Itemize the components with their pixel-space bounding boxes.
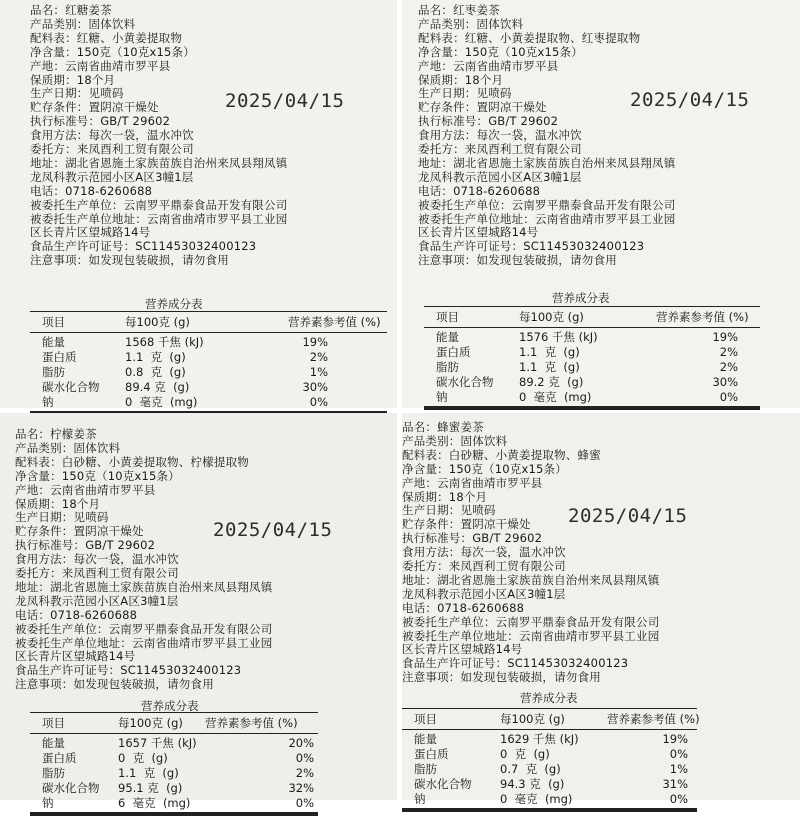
nutrition-amount: 95.1 克 (g) <box>118 781 183 795</box>
label-text-line: 注意事项：如发现包装破损，请勿食用 <box>402 670 601 685</box>
nutrition-item: 能量 <box>42 335 65 349</box>
nutrition-nrv: 2% <box>309 350 328 364</box>
label-text-line: 执行标准号：GB/T 29602 <box>402 531 543 546</box>
nutrition-nrv: 30% <box>302 380 328 394</box>
date-stamp: 2025/04/15 <box>225 90 345 112</box>
label-text-line: 区长青片区望城路14号 <box>15 649 136 664</box>
nutrition-item: 脂肪 <box>42 365 65 379</box>
nutrition-amount: 1.1 克 (g) <box>125 350 186 364</box>
nutrition-row <box>402 777 697 792</box>
nutrition-amount: 1657 千焦 (kJ) <box>118 736 197 750</box>
label-text-line: 产品类别：固体饮料 <box>418 16 524 31</box>
nutrition-row <box>30 350 387 365</box>
nutrition-item: 能量 <box>42 736 65 750</box>
nutrition-row <box>402 732 697 747</box>
nutrition-amount: 89.4 克 (g) <box>125 380 190 394</box>
nutrition-row <box>424 390 760 405</box>
date-stamp: 2025/04/15 <box>630 89 750 111</box>
nutrition-row <box>30 736 318 751</box>
label-text-line: 地址：湖北省恩施土家族苗族自治州来凤县翔凤镇 <box>418 155 676 170</box>
label-panel-red-date <box>402 0 800 408</box>
label-text-line: 委托方：来凤酉利工贸有限公司 <box>418 142 582 156</box>
nutrition-nrv: 2% <box>719 360 738 374</box>
nutrition-nrv: 0% <box>295 796 314 810</box>
label-text-line: 注意事项：如发现包装破损，请勿食用 <box>15 677 214 692</box>
label-text-line: 配料表：白砂糖、小黄姜提取物、柠檬提取物 <box>15 454 249 469</box>
nutrition-row <box>30 365 387 380</box>
label-text-line: 地址：湖北省恩施土家族苗族自治州来凤县翔凤镇 <box>15 579 273 594</box>
nutrition-header-cell: 营养素参考值 (%) <box>607 712 700 726</box>
nutrition-row <box>402 762 697 777</box>
label-text-line: 食品生产许可证号：SC11453032400123 <box>15 663 242 678</box>
nutrition-title: 营养成分表 <box>141 699 199 713</box>
label-text-line: 产地：云南省曲靖市罗平县 <box>15 482 156 497</box>
label-text-line: 食用方法：每次一袋，温水冲饮 <box>402 545 566 560</box>
nutrition-nrv: 31% <box>662 777 688 791</box>
nutrition-item: 钠 <box>436 390 448 404</box>
date-stamp: 2025/04/15 <box>568 505 688 527</box>
nutrition-row <box>424 345 760 360</box>
nutrition-header-cell: 每100克 (g) <box>519 310 584 324</box>
nutrition-amount: 1629 千焦 (kJ) <box>500 732 579 746</box>
label-text-line: 被委托生产单位：云南罗平鼎泰食品开发有限公司 <box>30 197 288 212</box>
label-text-line: 保质期：18个月 <box>30 72 116 87</box>
label-text-line: 品名：红糖姜茶 <box>30 3 112 17</box>
nutrition-row <box>424 360 760 375</box>
nutrition-amount: 0.8 克 (g) <box>125 365 186 379</box>
label-text-line: 执行标准号：GB/T 29602 <box>15 538 156 553</box>
label-text-line: 保质期：18个月 <box>418 72 504 87</box>
nutrition-table <box>30 311 387 415</box>
label-text-line: 产品类别：固体饮料 <box>402 433 508 448</box>
nutrition-header-cell: 项目 <box>414 712 437 726</box>
nutrition-amount: 0 毫克 (mg) <box>125 395 198 409</box>
nutrition-amount: 1568 千焦 (kJ) <box>125 335 204 349</box>
nutrition-amount: 94.3 克 (g) <box>500 777 565 791</box>
nutrition-header-cell: 营养素参考值 (%) <box>656 310 749 324</box>
nutrition-item: 脂肪 <box>414 762 437 776</box>
nutrition-amount: 1.1 克 (g) <box>519 360 580 374</box>
label-text-line: 委托方：来凤酉利工贸有限公司 <box>15 566 179 580</box>
nutrition-amount: 6 毫克 (mg) <box>118 796 191 810</box>
nutrition-header-cell: 每100克 (g) <box>118 716 183 730</box>
nutrition-amount: 0 克 (g) <box>118 751 168 765</box>
label-text-line: 食用方法：每次一袋，温水冲饮 <box>15 552 179 567</box>
label-text-line: 配料表：白砂糖、小黄姜提取物、蜂蜜 <box>402 447 601 462</box>
nutrition-item: 钠 <box>42 796 54 810</box>
label-text-line: 注意事项：如发现包装破损，请勿食用 <box>30 253 229 268</box>
nutrition-amount: 0.7 克 (g) <box>500 762 561 776</box>
label-text-line: 被委托生产单位：云南罗平鼎泰食品开发有限公司 <box>418 197 676 212</box>
nutrition-header-cell: 每100克 (g) <box>500 712 565 726</box>
nutrition-item: 脂肪 <box>436 360 459 374</box>
nutrition-item: 脂肪 <box>42 766 65 780</box>
label-text-line: 执行标准号：GB/T 29602 <box>418 114 559 129</box>
label-text-line: 被委托生产单位地址：云南省曲靖市罗平县工业园 <box>30 211 288 226</box>
nutrition-row <box>30 751 318 766</box>
nutrition-title: 营养成分表 <box>552 291 610 305</box>
nutrition-item: 碳水化合物 <box>414 777 472 791</box>
nutrition-amount: 0 毫克 (mg) <box>500 792 573 806</box>
label-text-line: 产地：云南省曲靖市罗平县 <box>30 58 171 73</box>
label-text-line: 龙凤科教示范园小区A区3幢1层 <box>418 169 582 184</box>
label-text-line: 品名：柠檬姜茶 <box>15 427 97 441</box>
label-text-line: 委托方：来凤酉利工贸有限公司 <box>402 559 566 573</box>
nutrition-item: 碳水化合物 <box>42 380 100 394</box>
nutrition-header-cell: 项目 <box>42 315 65 329</box>
nutrition-header-row <box>424 307 760 328</box>
nutrition-title: 营养成分表 <box>145 297 203 311</box>
label-text-line: 净含量：150克（10克x15条） <box>418 44 583 59</box>
nutrition-header-cell: 项目 <box>436 310 459 324</box>
nutrition-amount: 0 毫克 (mg) <box>519 390 592 404</box>
label-text-line: 龙凤科教示范园小区A区3幢1层 <box>15 593 179 608</box>
nutrition-title: 营养成分表 <box>520 691 578 705</box>
label-text-line: 贮存条件：置阴凉干燥处 <box>402 517 531 532</box>
nutrition-row <box>402 747 697 762</box>
label-text-line: 被委托生产单位：云南罗平鼎泰食品开发有限公司 <box>402 614 660 629</box>
label-text-line: 净含量：150克（10克x15条） <box>15 468 180 483</box>
date-stamp: 2025/04/15 <box>213 519 333 541</box>
nutrition-row <box>30 380 387 395</box>
nutrition-item: 能量 <box>414 732 437 746</box>
nutrition-nrv: 0% <box>295 751 314 765</box>
nutrition-nrv: 19% <box>302 335 328 349</box>
label-text-line: 电话：0718-6260688 <box>418 183 541 198</box>
nutrition-header-row <box>30 312 387 333</box>
label-text-line: 电话：0718-6260688 <box>402 600 525 615</box>
nutrition-nrv: 19% <box>662 732 688 746</box>
label-text-line: 生产日期：见喷码 <box>30 86 124 101</box>
nutrition-header-row <box>402 709 700 730</box>
label-text-line: 委托方：来凤酉利工贸有限公司 <box>30 142 194 156</box>
nutrition-header-cell: 营养素参考值 (%) <box>205 716 298 730</box>
label-text-line: 龙凤科教示范园小区A区3幢1层 <box>402 586 566 601</box>
label-text-line: 食用方法：每次一袋，温水冲饮 <box>418 128 582 143</box>
nutrition-item: 蛋白质 <box>42 751 77 765</box>
label-text-line: 品名：蜂蜜姜茶 <box>402 420 484 434</box>
label-text-line: 配料表：红糖、小黄姜提取物 <box>30 30 183 45</box>
label-panel-honey <box>402 413 800 806</box>
nutrition-nrv: 2% <box>295 766 314 780</box>
nutrition-nrv: 0% <box>669 792 688 806</box>
nutrition-amount: 89.2 克 (g) <box>519 375 584 389</box>
nutrition-row <box>424 375 760 390</box>
label-text-line: 生产日期：见喷码 <box>418 86 512 101</box>
label-text-line: 食品生产许可证号：SC11453032400123 <box>418 239 645 254</box>
nutrition-row <box>424 330 760 345</box>
label-text-line: 执行标准号：GB/T 29602 <box>30 114 171 129</box>
label-text-line: 被委托生产单位地址：云南省曲靖市罗平县工业园 <box>402 628 660 643</box>
nutrition-nrv: 0% <box>669 747 688 761</box>
label-text-line: 被委托生产单位地址：云南省曲靖市罗平县工业园 <box>15 635 273 650</box>
label-text-line: 贮存条件：置阴凉干燥处 <box>418 100 547 115</box>
label-text-line: 电话：0718-6260688 <box>30 183 153 198</box>
label-text-line: 食品生产许可证号：SC11453032400123 <box>402 656 629 671</box>
nutrition-nrv: 1% <box>669 762 688 776</box>
label-text-line: 生产日期：见喷码 <box>402 503 496 518</box>
label-text-line: 食品生产许可证号：SC11453032400123 <box>30 239 257 254</box>
label-text-line: 地址：湖北省恩施土家族苗族自治州来凤县翔凤镇 <box>30 155 288 170</box>
nutrition-nrv: 19% <box>712 330 738 344</box>
label-text-line: 区长青片区望城路14号 <box>30 225 151 240</box>
nutrition-row <box>30 796 318 811</box>
label-text-line: 保质期：18个月 <box>402 489 488 504</box>
nutrition-row <box>402 792 697 807</box>
label-text-line: 电话：0718-6260688 <box>15 607 138 622</box>
nutrition-nrv: 2% <box>719 345 738 359</box>
nutrition-item: 碳水化合物 <box>42 781 100 795</box>
label-text-line: 保质期：18个月 <box>15 496 101 511</box>
nutrition-nrv: 32% <box>288 781 314 795</box>
label-text-line: 配料表：红糖、小黄姜提取物、红枣提取物 <box>418 30 641 45</box>
nutrition-row <box>30 335 387 350</box>
nutrition-item: 蛋白质 <box>414 747 449 761</box>
label-text-line: 产品类别：固体饮料 <box>15 440 121 455</box>
nutrition-table <box>30 712 318 816</box>
nutrition-nrv: 30% <box>712 375 738 389</box>
nutrition-nrv: 0% <box>719 390 738 404</box>
label-text-line: 净含量：150克（10克x15条） <box>30 44 195 59</box>
nutrition-header-cell: 项目 <box>42 716 65 730</box>
nutrition-item: 钠 <box>414 792 426 806</box>
label-text-line: 产地：云南省曲靖市罗平县 <box>418 58 559 73</box>
nutrition-header-cell: 每100克 (g) <box>125 315 190 329</box>
nutrition-item: 碳水化合物 <box>436 375 494 389</box>
label-panel-brown-sugar <box>0 0 397 408</box>
label-text-line: 龙凤科教示范园小区A区3幢1层 <box>30 169 194 184</box>
nutrition-item: 钠 <box>42 395 54 409</box>
label-text-line: 食用方法：每次一袋，温水冲饮 <box>30 128 194 143</box>
label-text-line: 地址：湖北省恩施土家族苗族自治州来凤县翔凤镇 <box>402 572 660 587</box>
nutrition-header-row <box>30 713 318 734</box>
nutrition-row <box>30 766 318 781</box>
label-text-line: 生产日期：见喷码 <box>15 510 109 525</box>
label-text-line: 贮存条件：置阴凉干燥处 <box>15 524 144 539</box>
label-text-line: 被委托生产单位地址：云南省曲靖市罗平县工业园 <box>418 211 676 226</box>
nutrition-row <box>30 781 318 796</box>
nutrition-header-cell: 营养素参考值 (%) <box>288 315 381 329</box>
label-text-line: 产品类别：固体饮料 <box>30 16 136 31</box>
label-text-line: 产地：云南省曲靖市罗平县 <box>402 475 543 490</box>
label-text-line: 注意事项：如发现包装破损，请勿食用 <box>418 253 617 268</box>
nutrition-table <box>402 708 700 812</box>
nutrition-nrv: 20% <box>288 736 314 750</box>
nutrition-amount: 1576 千焦 (kJ) <box>519 330 598 344</box>
label-panel-lemon <box>0 413 397 810</box>
nutrition-nrv: 1% <box>309 365 328 379</box>
nutrition-amount: 1.1 克 (g) <box>118 766 179 780</box>
nutrition-amount: 1.1 克 (g) <box>519 345 580 359</box>
nutrition-table <box>424 306 760 410</box>
label-text-line: 区长青片区望城路14号 <box>418 225 539 240</box>
label-text-line: 净含量：150克（10克x15条） <box>402 461 567 476</box>
label-text-line: 品名：红枣姜茶 <box>418 3 500 17</box>
nutrition-amount: 0 克 (g) <box>500 747 550 761</box>
nutrition-item: 能量 <box>436 330 459 344</box>
nutrition-item: 蛋白质 <box>436 345 471 359</box>
label-text-line: 区长青片区望城路14号 <box>402 642 523 657</box>
label-text-line: 贮存条件：置阴凉干燥处 <box>30 100 159 115</box>
nutrition-item: 蛋白质 <box>42 350 77 364</box>
nutrition-nrv: 0% <box>309 395 328 409</box>
nutrition-row <box>30 395 387 410</box>
label-text-line: 被委托生产单位：云南罗平鼎泰食品开发有限公司 <box>15 621 273 636</box>
